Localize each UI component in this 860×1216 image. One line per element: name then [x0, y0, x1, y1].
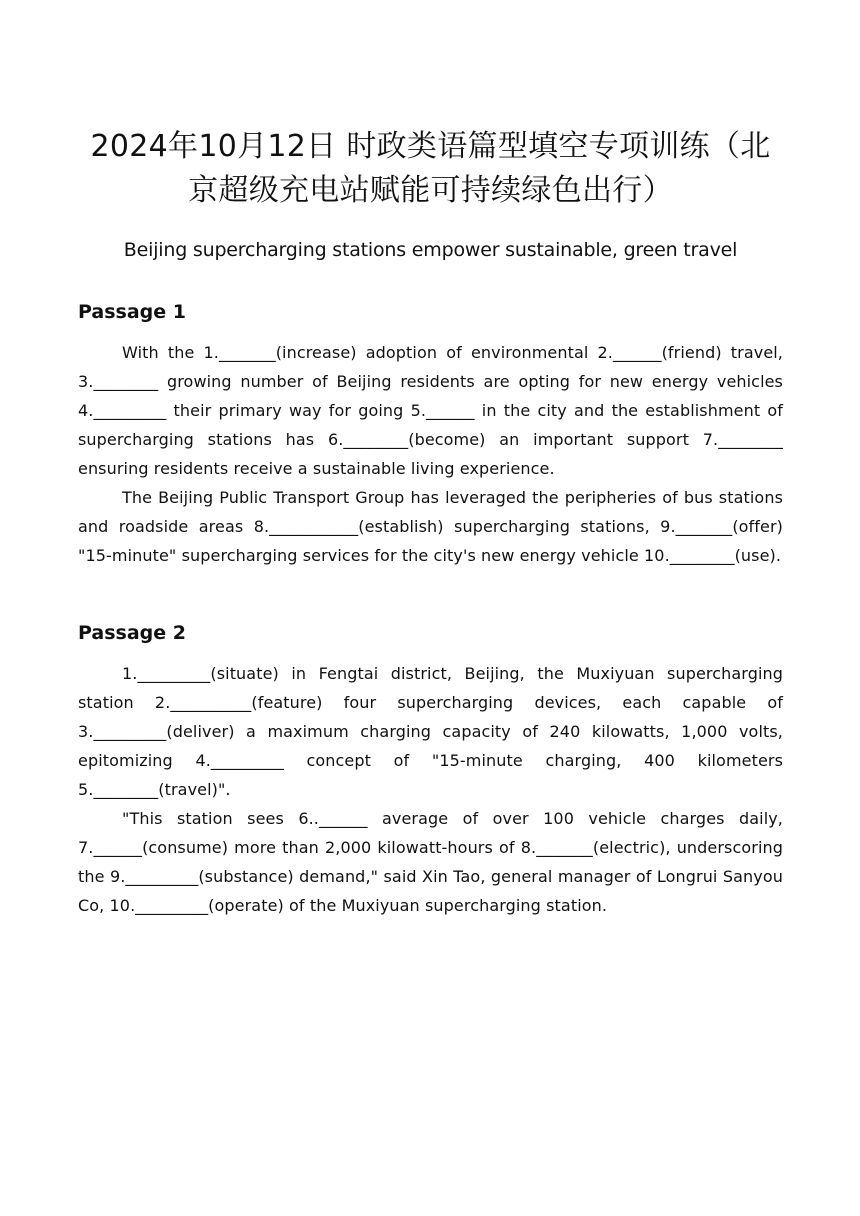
passage-2-heading: Passage 2	[78, 622, 186, 644]
passage-2-paragraph-2: "This station sees 6..______ average of over 100 vehicle charges daily, 7.______(consume) more than 2,000 kilowatt-hours of 8._______(electric), underscoring the 9._________(substance) demand," said Xin Tao, general manager of Longrui Sanyou Co, 10._________(operate) of the Muxiyuan supercharging station.	[78, 809, 783, 915]
document-page	[78, 0, 783, 920]
passage-1	[78, 299, 783, 570]
passage-1-paragraph-1: With the 1._______(increase) adoption of environmental 2.______(friend) travel, 3.________ growing number of Beijing residents are opting for new energy vehicles 4._________ their primary way for going 5.______ in the city and the establishment of supercharging stations has 6.________(become) an important support 7.________ ensuring residents receive a sustainable living experience.	[78, 343, 783, 478]
passage-2-paragraph-1: 1._________(situate) in Fengtai district, Beijing, the Muxiyuan supercharging station 2.__________(feature) four supercharging devices, each capable of 3._________(deliver) a maximum charging capacity of 240 kilowatts, 1,000 volts, epitomizing 4._________ concept of "15-minute charging, 400 kilometers 5.________(travel)".	[78, 664, 783, 799]
passage-1-paragraph-2: The Beijing Public Transport Group has leveraged the peripheries of bus stations and roadside areas 8.___________(establish) supercharging stations, 9._______(offer) "15-minute" supercharging services for the city's new energy vehicle 10.________(use).	[78, 488, 783, 565]
passage-1-heading: Passage 1	[78, 301, 186, 323]
document-subtitle: Beijing supercharging stations empower sustainable, green travel	[123, 239, 738, 261]
passage-2	[78, 620, 783, 920]
document-title: 2024年10月12日 时政类语篇型填空专项训练（北京超级充电站赋能可持续绿色出行）	[90, 129, 771, 208]
